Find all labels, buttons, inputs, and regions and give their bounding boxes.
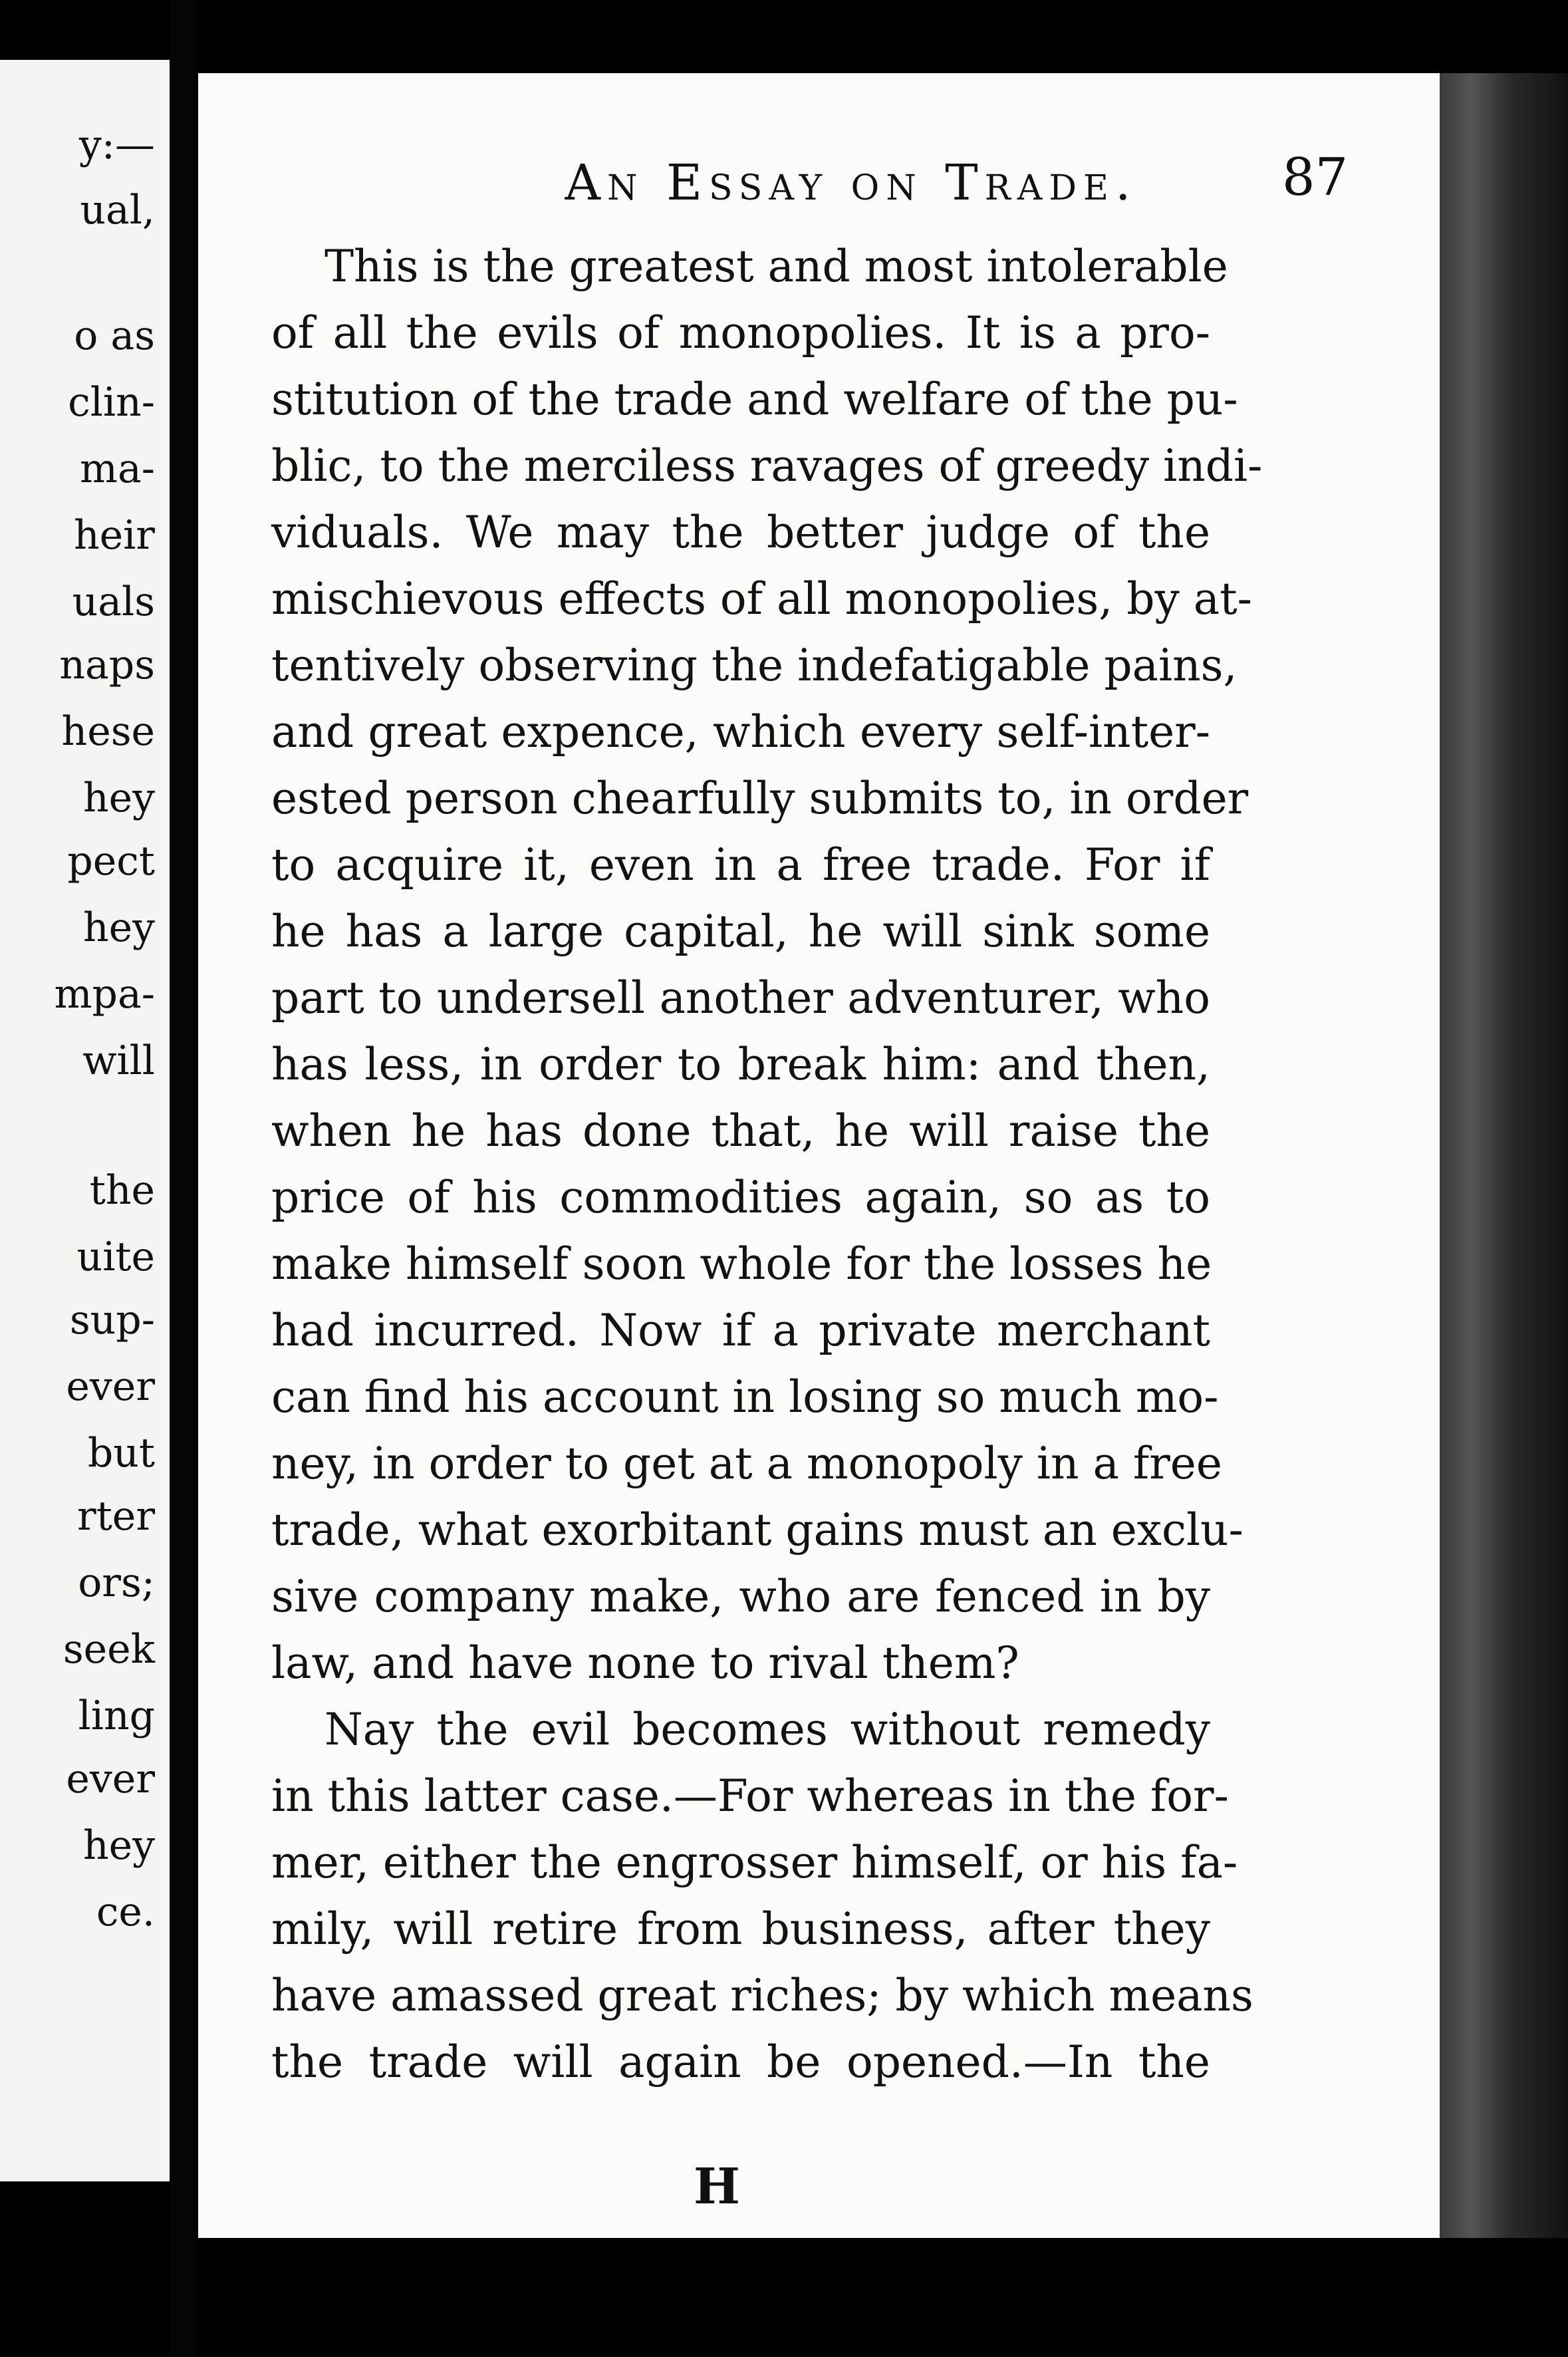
left-page-fragment: the — [89, 1167, 155, 1214]
text-line: mily, will retire from business, after they — [271, 1903, 1210, 1955]
text-line: in this latter case.—For whereas in the for- — [271, 1770, 1229, 1822]
text-line: mer, either the engrosser himself, or his fa- — [271, 1837, 1238, 1888]
text-line: blic, to the merciless ravages of greedy indi- — [271, 440, 1263, 491]
text-line: Nay the evil becomes without remedy — [325, 1704, 1210, 1755]
left-page-fragment: but — [87, 1430, 155, 1476]
left-page-fragment: hese — [61, 708, 155, 755]
text-line: part to undersell another adventurer, who — [271, 972, 1210, 1024]
text-line: viduals. We may the better judge of the — [271, 507, 1210, 558]
left-page-fragment: ever — [66, 1363, 155, 1410]
left-page-fragment: will — [82, 1038, 155, 1084]
text-line: when he has done that, he will raise the — [271, 1105, 1210, 1157]
left-page-fragment: uals — [72, 579, 155, 625]
left-page-fragment: hey — [82, 1822, 155, 1869]
text-line: he has a large capital, he will sink some — [271, 906, 1210, 957]
left-page-fragment: mpa- — [54, 971, 155, 1018]
text-line: and great expence, which every self-inter- — [271, 706, 1210, 758]
book-page-edge — [1440, 73, 1568, 2238]
text-line: can find his account in losing so much mo- — [271, 1371, 1219, 1423]
text-line: mischievous effects of all monopolies, by at- — [271, 573, 1252, 624]
left-page-fragment: uite — [76, 1234, 155, 1280]
left-page-fragment: ever — [66, 1756, 155, 1802]
text-line: price of his commodities again, so as to — [271, 1172, 1210, 1223]
left-page-fragment: clin- — [68, 379, 155, 426]
text-line: tentively observing the indefatigable pains, — [271, 640, 1238, 691]
text-line: law, and have none to rival them? — [271, 1637, 1019, 1689]
left-page-fragment: ce. — [96, 1889, 155, 1935]
text-line: had incurred. Now if a private merchant — [271, 1305, 1210, 1356]
left-page-fragment: o as — [74, 313, 155, 359]
text-line: ested person chearfully submits to, in order — [271, 773, 1249, 824]
text-line: stitution of the trade and welfare of the pu- — [271, 374, 1238, 425]
running-head: An Essay on Trade. — [565, 154, 1138, 211]
left-page-fragment: heir — [73, 512, 155, 559]
left-page-fragment: sup- — [69, 1297, 155, 1343]
left-page-fragment: ma- — [80, 446, 155, 492]
text-line: trade, what exorbitant gains must an exclu- — [271, 1504, 1243, 1556]
text-line: ney, in order to get at a monopoly in a free — [271, 1438, 1222, 1489]
book-gutter — [170, 0, 196, 2357]
text-line: This is the greatest and most intolerable — [325, 241, 1228, 292]
text-line: have amassed great riches; by which means — [271, 1970, 1253, 2021]
page-number: 87 — [1282, 148, 1349, 208]
left-page-fragment: naps — [59, 642, 155, 688]
left-page-fragment: ual, — [80, 187, 155, 233]
text-line: sive company make, who are fenced in by — [271, 1571, 1210, 1622]
main-page — [198, 73, 1443, 2238]
text-line: make himself soon whole for the losses he — [271, 1238, 1212, 1290]
text-line: to acquire it, even in a free trade. For if — [271, 839, 1210, 891]
text-line: has less, in order to break him: and then, — [271, 1039, 1210, 1090]
left-page-fragment: ors; — [78, 1560, 155, 1606]
left-page-fragment: ling — [78, 1693, 155, 1739]
left-page-fragment: hey — [82, 775, 155, 821]
text-line: the trade will again be opened.—In the — [271, 2036, 1210, 2088]
left-page-fragment: rter — [77, 1493, 155, 1540]
left-page-fragment: seek — [63, 1626, 155, 1673]
left-page-fragment: y:— — [78, 122, 155, 168]
left-facing-page — [0, 60, 170, 2181]
text-line: of all the evils of monopolies. It is a pro- — [271, 307, 1210, 358]
left-page-fragment: pect — [67, 838, 155, 885]
signature-mark: H — [694, 2158, 740, 2215]
left-page-fragment: hey — [82, 904, 155, 951]
